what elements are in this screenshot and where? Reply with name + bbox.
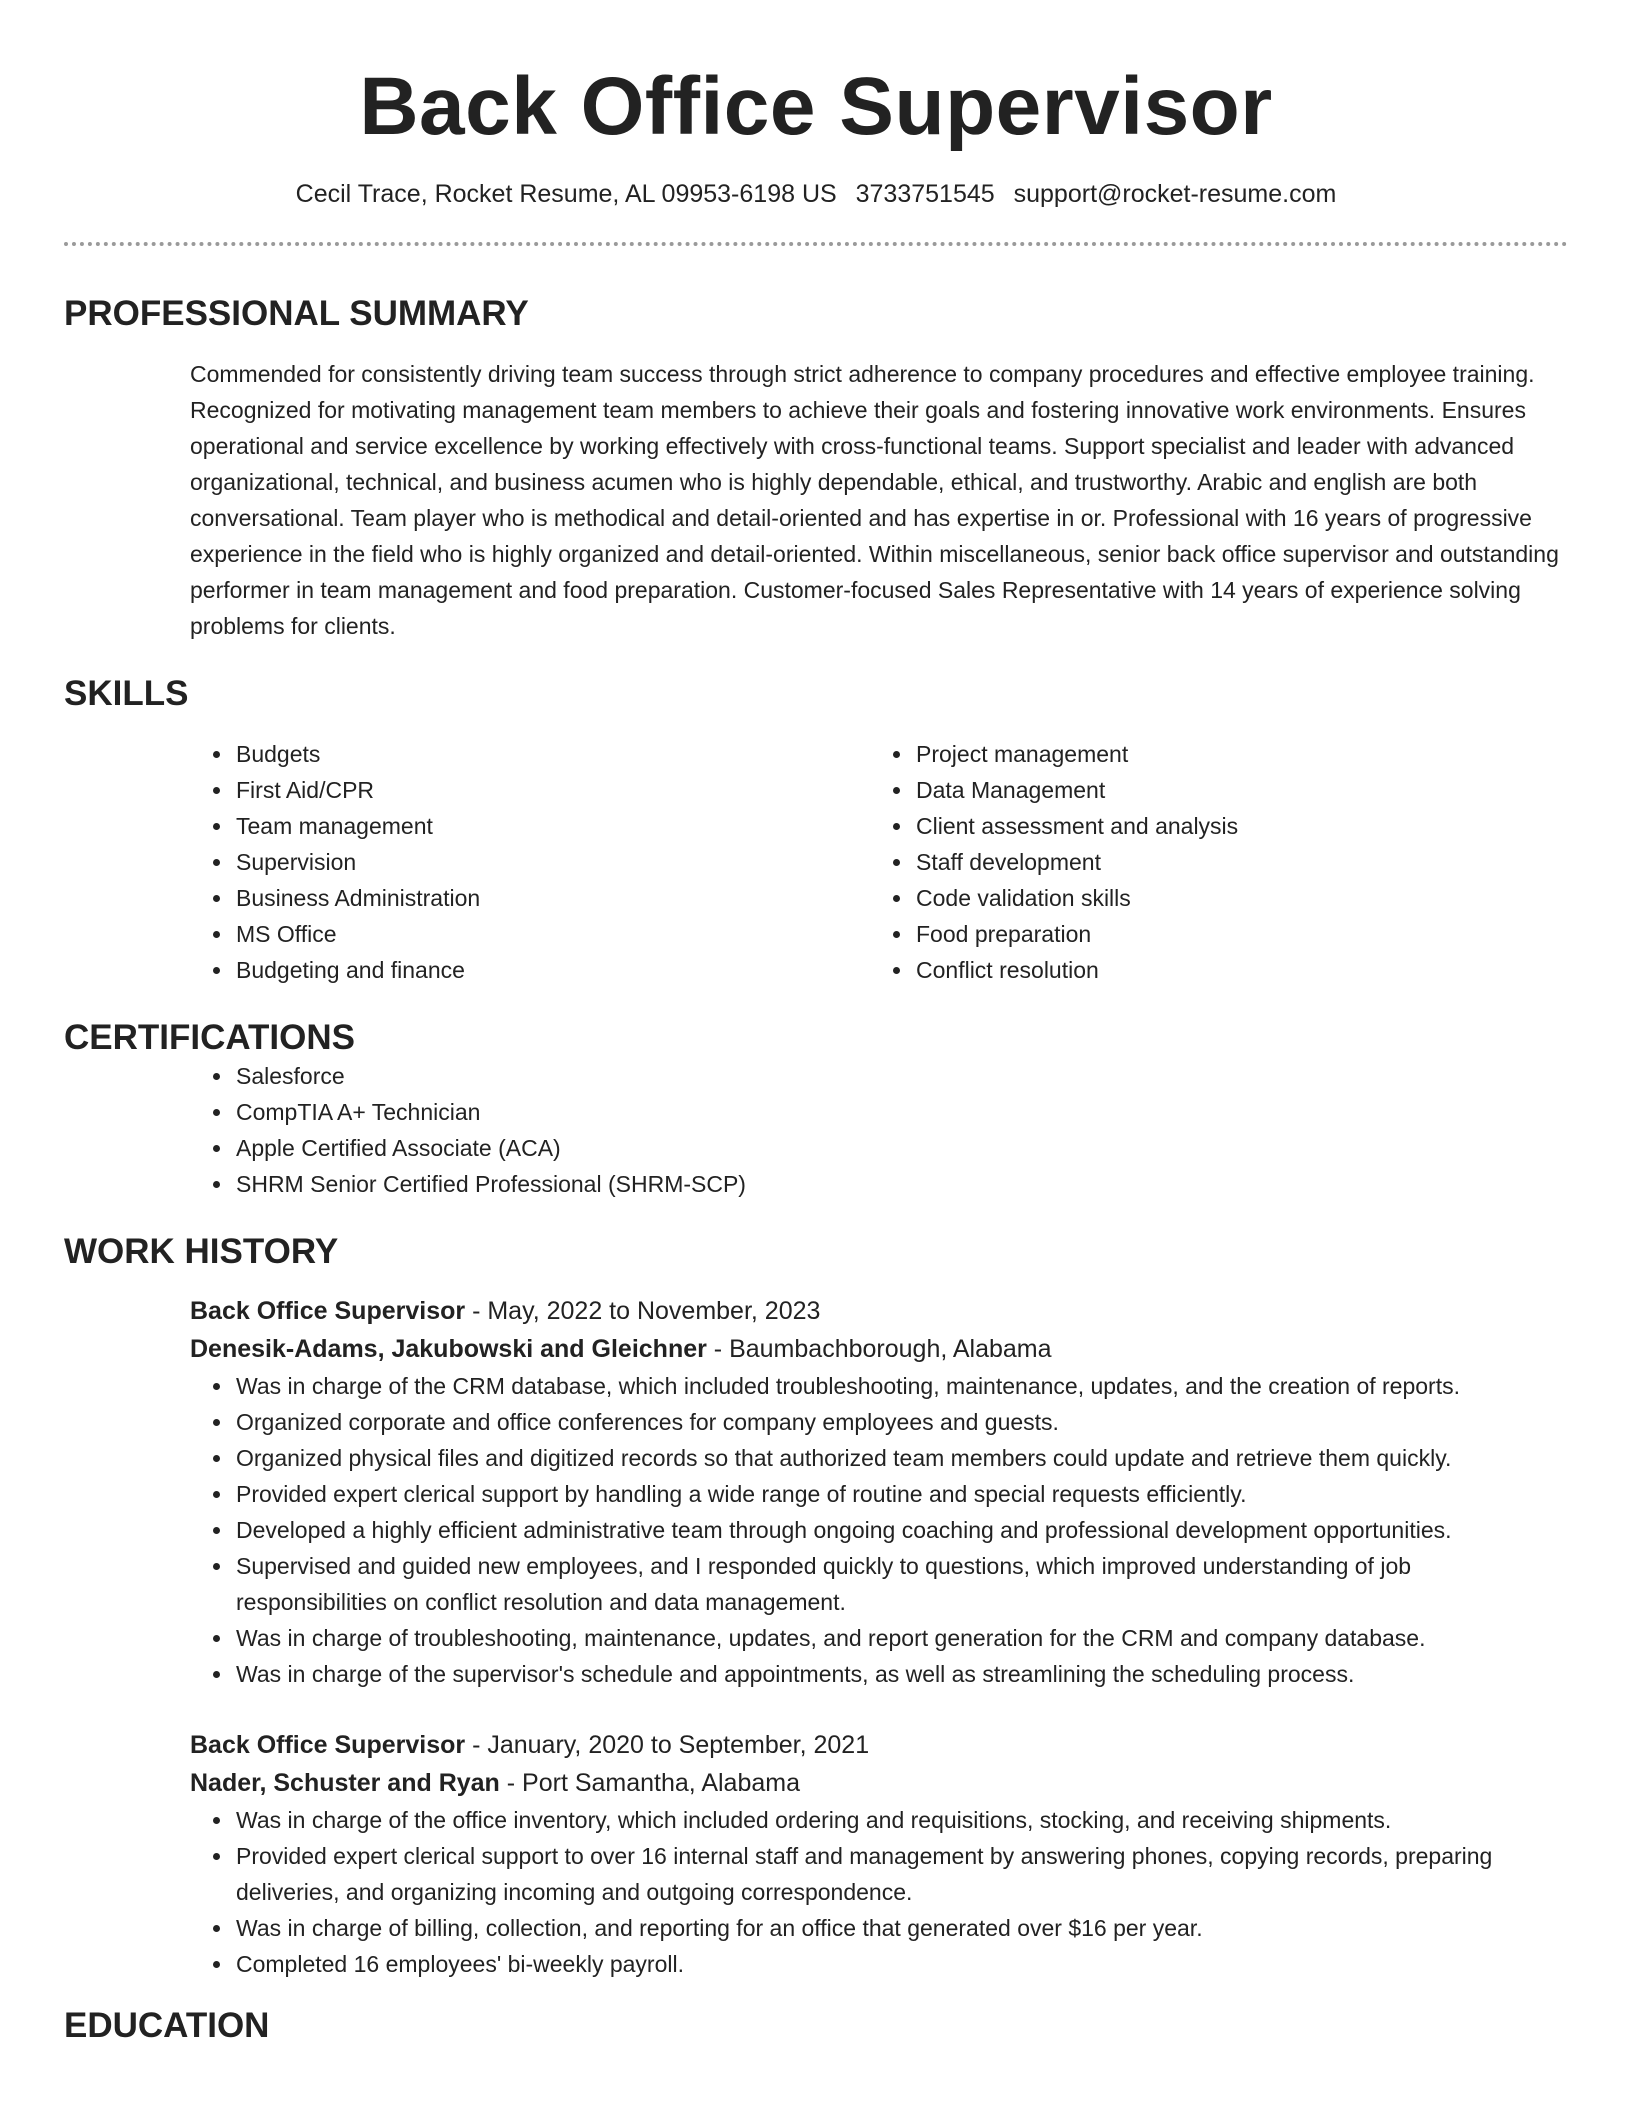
skill-item: • Supervision — [234, 844, 744, 880]
skill-item: • Staff development — [914, 844, 1238, 880]
contact-address: Cecil Trace, Rocket Resume, AL 09953-6198 US — [295, 180, 837, 208]
skill-item: • Conflict resolution — [914, 952, 1238, 988]
job-bullets-wrap — [64, 1368, 1568, 1692]
certification-item: • Apple Certified Associate (ACA) — [234, 1130, 1568, 1166]
skills-column-right — [744, 736, 1238, 988]
header-divider — [64, 242, 1568, 246]
job-company-line — [190, 1330, 1568, 1368]
job-bullet: • Provided expert clerical support by handling a wide range of routine and special requests efficiently. — [234, 1476, 1568, 1512]
certification-item: • SHRM Senior Certified Professional (SHRM-SCP) — [234, 1166, 1568, 1202]
job-company: Denesik-Adams, Jakubowski and Gleichner — [190, 1335, 707, 1363]
skill-item: • Code validation skills — [914, 880, 1238, 916]
job-location: - Baumbachborough, Alabama — [706, 1335, 1052, 1363]
job-role: Back Office Supervisor — [190, 1297, 466, 1325]
skill-item: • Team management — [234, 808, 744, 844]
job-bullet: • Was in charge of the office inventory, which included ordering and requisitions, stocking, and receiving shipments. — [234, 1802, 1568, 1838]
job-bullet: • Organized corporate and office conferences for company employees and guests. — [234, 1404, 1568, 1440]
skills-column-left — [64, 736, 744, 988]
job-location: - Port Samantha, Alabama — [499, 1769, 800, 1797]
section-title-education: EDUCATION — [64, 2006, 270, 2045]
job-title-line — [190, 1292, 1568, 1330]
job-bullet: • Completed 16 employees' bi-weekly payroll. — [234, 1946, 1568, 1982]
skills-list — [64, 736, 1568, 988]
job-bullet: • Provided expert clerical support to over 16 internal staff and management by answering phones, copying records, preparing deliveries, and organizing incoming and outgoing correspondence. — [234, 1838, 1568, 1910]
skill-item: • Project management — [914, 736, 1238, 772]
job-bullet: • Was in charge of troubleshooting, maintenance, updates, and report generation for the CRM and company database. — [234, 1620, 1568, 1656]
certifications-list — [64, 1058, 1568, 1202]
job-bullet: • Was in charge of the CRM database, which included troubleshooting, maintenance, updates, and the creation of reports. — [234, 1368, 1568, 1404]
job-dates: - January, 2020 to September, 2021 — [465, 1731, 870, 1759]
resume-page — [64, 0, 1568, 2046]
skill-item: • Budgeting and finance — [234, 952, 744, 988]
job-bullets — [64, 1802, 1568, 1982]
section-title-skills: SKILLS — [64, 674, 189, 713]
contact-email[interactable]: support@rocket-resume.com — [1013, 180, 1337, 208]
job-company: Nader, Schuster and Ryan — [190, 1769, 500, 1797]
job-entry — [190, 1292, 1568, 1692]
job-role: Back Office Supervisor — [190, 1731, 466, 1759]
resume-name: Back Office Supervisor — [359, 61, 1273, 152]
job-bullet: • Developed a highly efficient administrative team through ongoing coaching and professional development opportunities. — [234, 1512, 1568, 1548]
section-title-work-history: WORK HISTORY — [64, 1232, 339, 1271]
skill-item: • Budgets — [234, 736, 744, 772]
job-title-line — [190, 1726, 1568, 1764]
job-bullets-wrap — [64, 1802, 1568, 1982]
job-bullet: • Was in charge of billing, collection, and reporting for an office that generated over $16 per year. — [234, 1910, 1568, 1946]
section-title-summary: PROFESSIONAL SUMMARY — [64, 294, 529, 333]
summary-text: Commended for consistently driving team success through strict adherence to company procedures and effective employee training. Recognized for motivating management team members to achieve their goals and fostering innovative work environments. Ensures operational and service excellence by working effectively with cross-functional teams. Support specialist and leader with advanced organizational, technical, and business acumen who is highly dependable, ethical, and trustworthy. Arabic and english are both conversational. Team player who is methodical and detail-oriented and has expertise in or. Professional with 16 years of progressive experience in the field who is highly organized and detail-oriented. Within miscellaneous, senior back office supervisor and outstanding performer in team management and food preparation. Customer-focused Sales Representative with 14 years of experience solving problems for clients. — [190, 361, 1559, 639]
job-bullet: • Supervised and guided new employees, and I responded quickly to questions, which improved understanding of job responsibilities on conflict resolution and data management. — [234, 1548, 1568, 1620]
skill-item: • Data Management — [914, 772, 1238, 808]
skill-item: • Business Administration — [234, 880, 744, 916]
job-entry — [190, 1726, 1568, 1982]
job-bullets — [64, 1368, 1568, 1692]
job-dates: - May, 2022 to November, 2023 — [465, 1297, 821, 1325]
certification-item: • CompTIA A+ Technician — [234, 1094, 1568, 1130]
job-company-line — [190, 1764, 1568, 1802]
job-bullet: • Was in charge of the supervisor's schedule and appointments, as well as streamlining the scheduling process. — [234, 1656, 1568, 1692]
skill-item: • MS Office — [234, 916, 744, 952]
job-bullet: • Organized physical files and digitized records so that authorized team members could update and retrieve them quickly. — [234, 1440, 1568, 1476]
contact-line — [64, 178, 1568, 210]
skill-item: • First Aid/CPR — [234, 772, 744, 808]
skill-item: • Client assessment and analysis — [914, 808, 1238, 844]
section-title-certifications: CERTIFICATIONS — [64, 1018, 356, 1057]
certification-item: • Salesforce — [234, 1058, 1568, 1094]
contact-phone: 3733751545 — [855, 180, 995, 208]
skill-item: • Food preparation — [914, 916, 1238, 952]
